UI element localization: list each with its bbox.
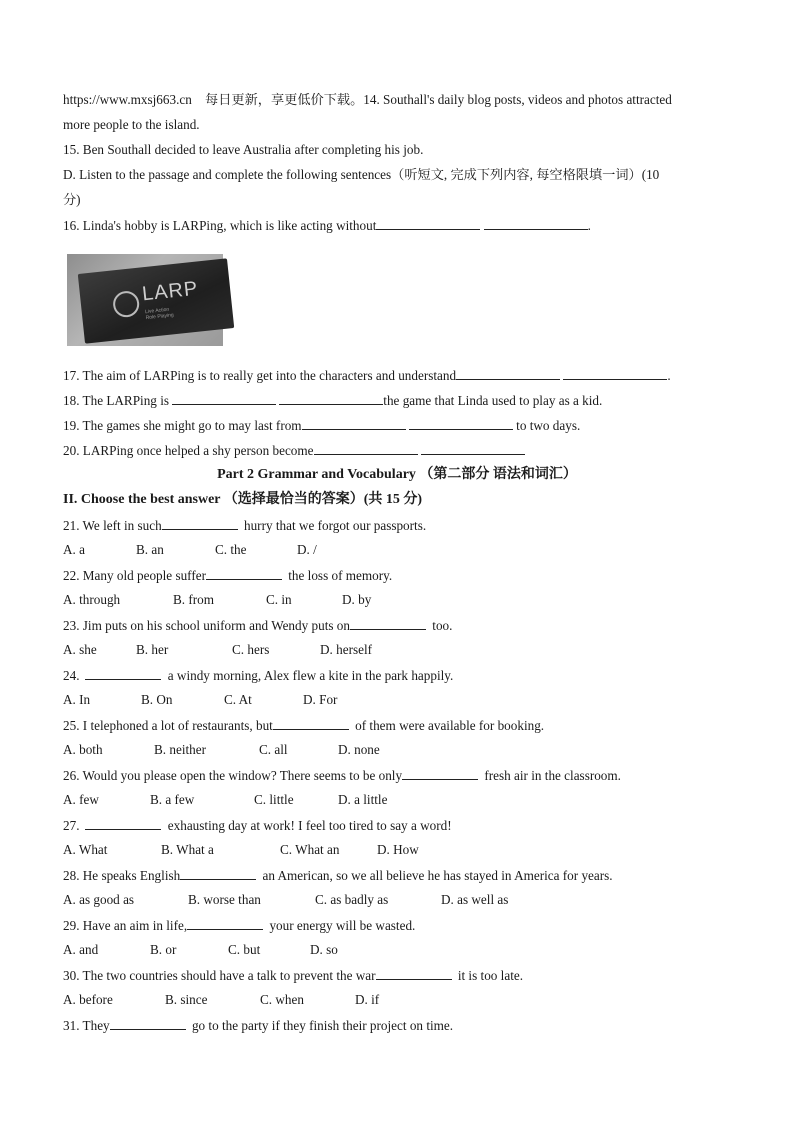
option-c[interactable]: C. the xyxy=(215,542,247,557)
answer-blank[interactable] xyxy=(187,917,263,930)
option-b[interactable]: B. an xyxy=(136,542,164,557)
statement-15: 15. Ben Southall decided to leave Australia after completing his job. xyxy=(63,142,424,157)
question-stem-end: it is too late. xyxy=(454,968,524,983)
question-stem-end: hurry that we forgot our passports. xyxy=(240,518,427,533)
question-stem: 25. I telephoned a lot of restaurants, but xyxy=(63,718,273,733)
question-stem-end: a windy morning, Alex flew a kite in the park happily. xyxy=(164,668,454,683)
answer-blank[interactable] xyxy=(563,367,667,380)
answer-blank[interactable] xyxy=(110,1017,186,1030)
question-stem-end: of them were available for booking. xyxy=(351,718,545,733)
answer-blank[interactable] xyxy=(350,617,426,630)
answer-blank[interactable] xyxy=(376,967,452,980)
option-c[interactable]: C. but xyxy=(228,942,261,957)
question-stem-end: the loss of memory. xyxy=(284,568,393,583)
answer-blank[interactable] xyxy=(314,442,418,455)
question-stem: 27. xyxy=(63,818,80,833)
option-a[interactable]: A. In xyxy=(63,692,91,707)
option-b[interactable]: B. worse than xyxy=(188,892,261,907)
option-c[interactable]: C. in xyxy=(266,592,292,607)
question-29 xyxy=(63,917,415,934)
option-a[interactable]: A. few xyxy=(63,792,99,807)
option-a[interactable]: A. and xyxy=(63,942,99,957)
answer-blank[interactable] xyxy=(85,667,161,680)
larp-logo-subtext: Live Action Role Playing xyxy=(144,306,174,322)
option-b[interactable]: B. since xyxy=(165,992,208,1007)
question-18-text-b: the game that Linda used to play as a kid. xyxy=(383,393,603,408)
question-stem-end: go to the party if they finish their project on time. xyxy=(188,1018,454,1033)
option-b[interactable]: B. her xyxy=(136,642,169,657)
option-d[interactable]: D. a little xyxy=(338,792,388,807)
answer-blank[interactable] xyxy=(162,517,238,530)
answer-blank[interactable] xyxy=(376,217,480,230)
option-d[interactable]: D. / xyxy=(297,542,317,557)
answer-blank[interactable] xyxy=(273,717,349,730)
question-stem: 24. xyxy=(63,668,80,683)
question-28 xyxy=(63,867,613,884)
section-2-title: II. Choose the best answer （选择最恰当的答案）(共 15 分) xyxy=(63,492,423,507)
question-16-text: 16. Linda's hobby is LARPing, which is like acting without xyxy=(63,218,377,233)
option-a[interactable]: A. a xyxy=(63,542,85,557)
question-stem: 29. Have an aim in life, xyxy=(63,918,188,933)
answer-blank[interactable] xyxy=(421,442,525,455)
text-line-14: https://www.mxsj663.cn 每日更新，享更低价下载。14. Southall's daily blog posts, videos and photos attracted xyxy=(63,92,672,107)
question-19-text-a: 19. The games she might go to may last from xyxy=(63,418,302,433)
answer-blank[interactable] xyxy=(402,767,478,780)
question-27 xyxy=(63,817,452,834)
option-c[interactable]: C. hers xyxy=(232,642,270,657)
question-17-text: 17. The aim of LARPing is to really get into the characters and understand xyxy=(63,368,457,383)
question-stem-end: too. xyxy=(428,618,453,633)
answer-blank[interactable] xyxy=(180,867,256,880)
option-b[interactable]: B. from xyxy=(173,592,215,607)
larp-logo-icon xyxy=(112,290,141,319)
option-a[interactable]: A. as good as xyxy=(63,892,135,907)
question-stem: 21. We left in such xyxy=(63,518,162,533)
question-stem: 22. Many old people suffer xyxy=(63,568,206,583)
question-31 xyxy=(63,1017,453,1034)
answer-blank[interactable] xyxy=(85,817,161,830)
part-2-title: Part 2 Grammar and Vocabulary （第二部分 语法和词汇） xyxy=(217,467,577,482)
larp-card-photo xyxy=(67,254,223,346)
question-22 xyxy=(63,567,392,584)
option-c[interactable]: C. all xyxy=(259,742,288,757)
larp-logo-text: LARP xyxy=(141,277,200,306)
option-d[interactable]: D. by xyxy=(342,592,372,607)
option-c[interactable]: C. What an xyxy=(280,842,340,857)
larp-card xyxy=(78,258,234,343)
answer-blank[interactable] xyxy=(302,417,406,430)
text-line-14-cont: more people to the island. xyxy=(63,117,200,132)
question-stem: 26. Would you please open the window? There seems to be only xyxy=(63,768,403,783)
question-26 xyxy=(63,767,621,784)
question-20-text: 20. LARPing once helped a shy person become xyxy=(63,443,314,458)
question-stem: 28. He speaks English xyxy=(63,868,181,883)
question-16: 16. Linda's hobby is LARPing, which is like acting without . xyxy=(63,218,591,233)
question-stem-end: fresh air in the classroom. xyxy=(481,768,621,783)
question-stem: 23. Jim puts on his school uniform and Wendy puts on xyxy=(63,618,350,633)
option-b[interactable]: B. neither xyxy=(154,742,207,757)
question-19-text-b: to two days. xyxy=(516,418,581,433)
option-a[interactable]: A. she xyxy=(63,642,97,657)
answer-blank[interactable] xyxy=(279,392,383,405)
question-17: 17. The aim of LARPing is to really get into the characters and understand . xyxy=(63,368,671,383)
question-18-text-a: 18. The LARPing is xyxy=(63,393,169,408)
option-c[interactable]: C. when xyxy=(260,992,304,1007)
option-c[interactable]: C. as badly as xyxy=(315,892,389,907)
question-stem-end: your energy will be wasted. xyxy=(266,918,416,933)
option-b[interactable]: B. What a xyxy=(161,842,214,857)
option-d[interactable]: D. as well as xyxy=(441,892,509,907)
question-stem: 30. The two countries should have a talk to prevent the war xyxy=(63,968,376,983)
option-a[interactable]: A. both xyxy=(63,742,103,757)
answer-blank[interactable] xyxy=(409,417,513,430)
option-c[interactable]: C. little xyxy=(254,792,294,807)
option-a[interactable]: A. through xyxy=(63,592,121,607)
option-a[interactable]: A. before xyxy=(63,992,113,1007)
option-c[interactable]: C. At xyxy=(224,692,252,707)
question-20 xyxy=(63,442,525,459)
question-19 xyxy=(63,417,580,434)
question-21 xyxy=(63,517,426,534)
option-d[interactable]: D. herself xyxy=(320,642,372,657)
option-d[interactable]: D. so xyxy=(310,942,338,957)
answer-blank[interactable] xyxy=(206,567,282,580)
question-stem-end: an American, so we all believe he has stayed in America for years. xyxy=(259,868,613,883)
option-b[interactable]: B. On xyxy=(141,692,173,707)
option-d[interactable]: D. For xyxy=(303,692,338,707)
answer-blank[interactable] xyxy=(484,217,588,230)
option-a[interactable]: A. What xyxy=(63,842,108,857)
option-d[interactable]: D. none xyxy=(338,742,380,757)
option-d[interactable]: D. if xyxy=(355,992,380,1007)
question-23 xyxy=(63,617,452,634)
answer-blank[interactable] xyxy=(456,367,560,380)
answer-blank[interactable] xyxy=(172,392,276,405)
section-d-points: 分) xyxy=(63,192,81,207)
option-d[interactable]: D. How xyxy=(377,842,419,857)
question-stem: 31. They xyxy=(63,1018,110,1033)
question-30 xyxy=(63,967,523,984)
question-stem-end: exhausting day at work! I feel too tired to say a word! xyxy=(164,818,452,833)
question-24 xyxy=(63,667,453,684)
section-d-instructions: D. Listen to the passage and complete the following sentences（听短文, 完成下列内容, 每空格限填一词）(10 xyxy=(63,167,660,182)
question-18 xyxy=(63,392,602,409)
option-b[interactable]: B. or xyxy=(150,942,177,957)
question-25 xyxy=(63,717,544,734)
option-b[interactable]: B. a few xyxy=(150,792,195,807)
